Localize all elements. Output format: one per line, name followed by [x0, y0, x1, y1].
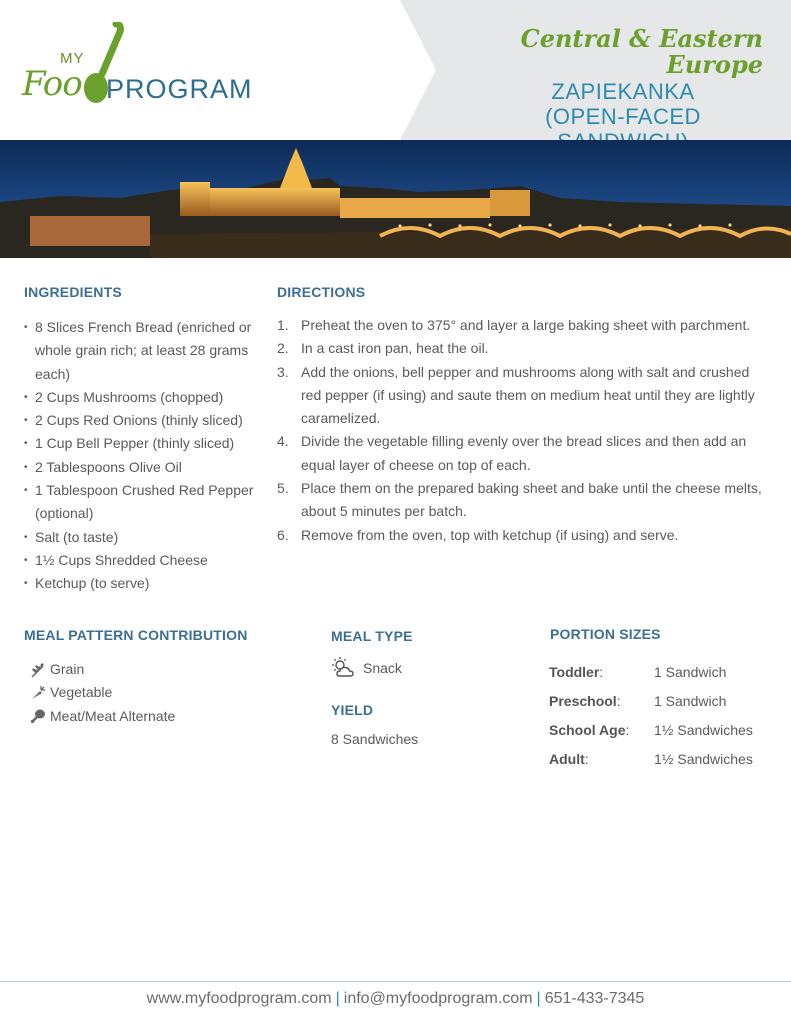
direction-step	[277, 314, 772, 337]
page-header	[0, 0, 791, 140]
table-row	[549, 657, 753, 686]
list-item	[24, 479, 264, 526]
meal-pattern-heading: MEAL PATTERN CONTRIBUTION	[24, 627, 248, 643]
meal-type-value	[331, 656, 402, 680]
step-text: Divide the vegetable filling evenly over the bread slices and then add an equal layer of cheese on top of each.	[301, 433, 747, 473]
portion-label-text: Preschool	[549, 692, 617, 709]
direction-step	[277, 337, 772, 360]
portion-label-text: Adult	[549, 750, 585, 767]
direction-step	[277, 477, 772, 524]
portion-value: 1½ Sandwiches	[654, 721, 753, 738]
direction-step	[277, 361, 772, 431]
portion-label: School Age:	[549, 721, 630, 738]
logo-my: MY	[60, 50, 85, 67]
list-item	[30, 681, 175, 704]
recipe-name-line1: ZAPIEKANKA	[551, 78, 695, 104]
meal-pattern-label: Meat/Meat Alternate	[50, 707, 176, 724]
city-banner-image	[0, 140, 791, 258]
list-item	[24, 432, 264, 455]
portion-value: 1 Sandwich	[654, 692, 727, 709]
meal-pattern-list	[30, 658, 175, 728]
website-link[interactable]: www.myfoodprogram.com	[146, 990, 332, 1007]
portion-value: 1 Sandwich	[654, 663, 727, 680]
table-row	[549, 686, 753, 715]
footer-separator: |	[335, 990, 340, 1007]
step-text: Place them on the prepared baking sheet and bake until the cheese melts, about 5 minutes per batch.	[301, 480, 762, 520]
wheat-icon	[30, 662, 46, 678]
ingredient-text: Salt (to taste)	[35, 528, 119, 545]
direction-step	[277, 430, 772, 477]
carrot-icon	[30, 685, 46, 701]
portion-table	[549, 657, 753, 773]
portion-label-text: Toddler	[549, 663, 600, 680]
yield-value: 8 Sandwiches	[331, 731, 419, 747]
logo-food: Foo	[22, 64, 82, 104]
ingredient-text: 2 Cups Mushrooms (chopped)	[35, 388, 224, 405]
list-item	[24, 572, 264, 595]
ingredient-text: 1 Cup Bell Pepper (thinly sliced)	[35, 435, 235, 452]
list-item	[24, 316, 264, 386]
logo-program: PROGRAM	[106, 74, 253, 104]
ingredients-list	[24, 316, 264, 596]
page-footer	[0, 990, 791, 1008]
ingredient-text: 1½ Cups Shredded Cheese	[35, 551, 208, 568]
logo[interactable]	[22, 22, 312, 112]
ingredient-text: 8 Slices French Bread (enriched or whole grain rich; at least 28 grams each)	[35, 319, 252, 382]
meal-type-heading: MEAL TYPE	[331, 628, 413, 644]
ingredient-text: Ketchup (to serve)	[35, 575, 150, 592]
ingredient-text: 2 Cups Red Onions (thinly sliced)	[35, 412, 243, 429]
portion-label-text: School Age	[549, 721, 626, 738]
sun-cloud-icon	[331, 656, 357, 680]
drumstick-icon	[30, 708, 46, 724]
step-text: Preheat the oven to 375° and layer a large baking sheet with parchment.	[301, 317, 751, 333]
portion-label: Toddler:	[549, 663, 604, 680]
portion-label: Preschool:	[549, 692, 621, 709]
footer-separator: |	[536, 990, 541, 1007]
step-text: Remove from the oven, top with ketchup (if using) and serve.	[301, 526, 679, 543]
table-row	[549, 744, 753, 773]
phone-number[interactable]: 651-433-7345	[544, 990, 645, 1007]
portion-sizes-heading: PORTION SIZES	[550, 626, 661, 642]
recipe-title-block	[423, 26, 763, 155]
step-number: 4.	[277, 433, 289, 450]
ingredient-text: 2 Tablespoons Olive Oil	[35, 458, 182, 475]
email-link[interactable]: info@myfoodprogram.com	[343, 990, 533, 1007]
list-item	[24, 526, 264, 549]
footer-divider	[0, 981, 791, 982]
list-item	[24, 456, 264, 479]
step-number: 2.	[277, 340, 289, 357]
list-item	[24, 409, 264, 432]
step-number: 3.	[277, 363, 289, 380]
meal-pattern-label: Grain	[50, 661, 85, 677]
step-text: In a cast iron pan, heat the oil.	[301, 340, 489, 357]
meal-pattern-label: Vegetable	[50, 684, 113, 701]
ingredient-text: 1 Tablespoon Crushed Red Pepper (optional)	[35, 482, 254, 522]
recipe-name-line2: (OPEN-FACED	[545, 104, 701, 130]
list-item	[24, 386, 264, 409]
table-row	[549, 715, 753, 744]
ingredients-heading: INGREDIENTS	[24, 284, 122, 300]
portion-value: 1½ Sandwiches	[654, 750, 753, 767]
step-number: 1.	[277, 317, 289, 333]
directions-list	[277, 314, 772, 547]
step-text: Add the onions, bell pepper and mushrooms along with salt and crushed red pepper (if using) and saute them on medium heat until they are lightly caramelized.	[301, 363, 755, 427]
step-number: 5.	[277, 480, 289, 497]
list-item	[30, 658, 175, 681]
region-title: Central & Eastern Europe	[520, 24, 763, 80]
step-number: 6.	[277, 526, 289, 543]
directions-heading: DIRECTIONS	[277, 284, 366, 300]
list-item	[30, 705, 175, 728]
portion-label: Adult:	[549, 750, 589, 767]
direction-step	[277, 524, 772, 547]
yield-heading: YIELD	[331, 702, 374, 718]
meal-type-label: Snack	[363, 660, 402, 676]
list-item	[24, 549, 264, 572]
